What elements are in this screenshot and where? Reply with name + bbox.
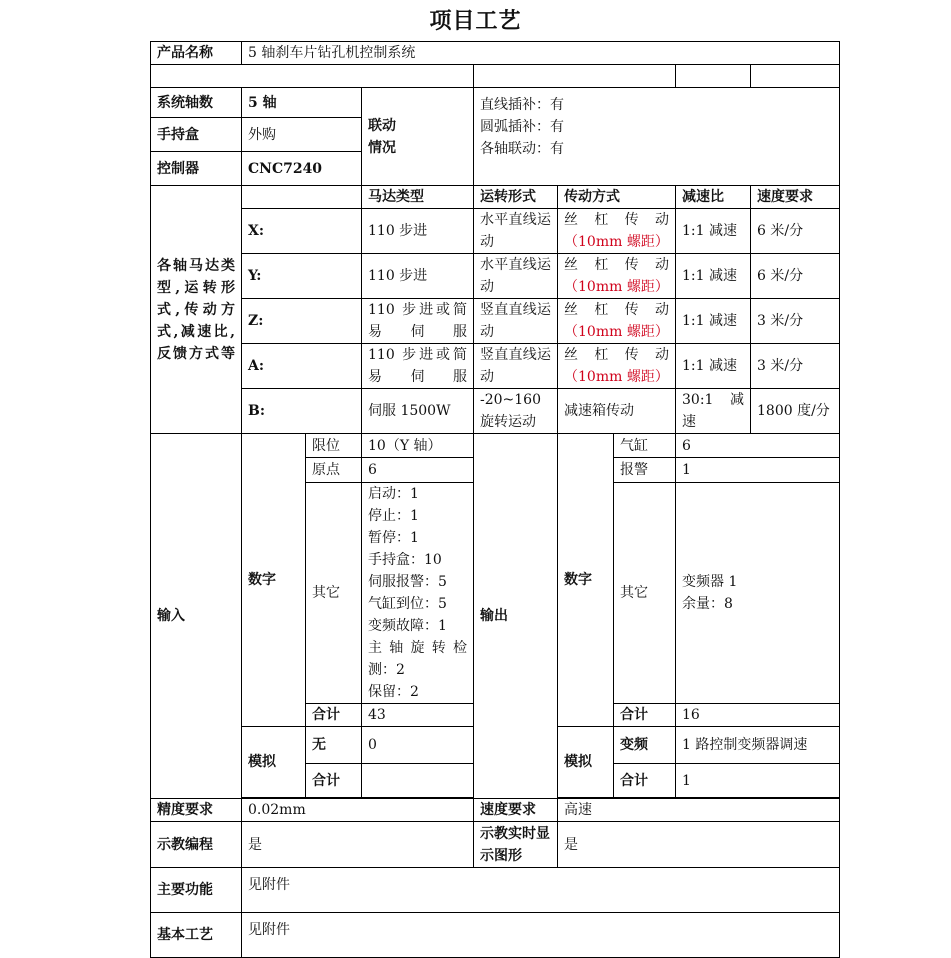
linkage-line: 圆弧插补：有 bbox=[480, 119, 564, 135]
linkage-label: 联动 情况 bbox=[362, 88, 474, 186]
linkage-line: 各轴联动：有 bbox=[480, 141, 564, 157]
drive-type bbox=[558, 254, 676, 299]
precision-label: 精度要求 bbox=[151, 799, 242, 822]
axis-label: X: bbox=[242, 209, 362, 254]
in-other-line: 测：2 bbox=[368, 662, 405, 678]
drive-type bbox=[558, 209, 676, 254]
drive-type: 减速箱传动 bbox=[558, 389, 676, 434]
basic-proc-value: 见附件 bbox=[242, 913, 840, 958]
teach-rt-label: 示教实时显示图形 bbox=[474, 822, 558, 868]
speed: 1800 度/分 bbox=[751, 389, 840, 434]
motor-type: 110 步进或简易伺服 bbox=[362, 299, 474, 344]
input-digital-label: 数字 bbox=[242, 434, 306, 727]
in-other-line: 伺服报警：5 bbox=[368, 574, 447, 590]
input-label: 输入 bbox=[151, 434, 242, 799]
motor-header-blank bbox=[242, 186, 362, 209]
output-analog-label: 模拟 bbox=[558, 727, 614, 798]
blank-cell bbox=[151, 65, 474, 88]
speed-req-label: 速度要求 bbox=[474, 799, 558, 822]
motor-type: 110 步进 bbox=[362, 254, 474, 299]
speed: 3 米/分 bbox=[751, 344, 840, 389]
input-analog-label: 模拟 bbox=[242, 727, 306, 798]
motor-section-label: 各轴马达类型,运转形式,传动方式,减速比,反馈方式等 bbox=[151, 186, 242, 434]
in-other-line: 暂停：1 bbox=[368, 530, 419, 546]
motor-type: 伺服 1500W bbox=[362, 389, 474, 434]
out-cyl-label: 气缸 bbox=[614, 434, 676, 458]
pendant-label: 手持盒 bbox=[151, 118, 242, 152]
motor-header: 传动方式 bbox=[558, 186, 676, 209]
product-value: 5 轴刹车片钻孔机控制系统 bbox=[242, 42, 840, 65]
out-cyl-value: 6 bbox=[676, 434, 840, 458]
motion-type: 水平直线运动 bbox=[474, 254, 558, 299]
in-other-line: 变频故障：1 bbox=[368, 618, 447, 634]
page-title: 项目工艺 bbox=[429, 8, 522, 34]
in-other-line: 主 轴 旋 转 检 bbox=[368, 640, 467, 656]
in-limit-label: 限位 bbox=[306, 434, 362, 458]
output-digital-label: 数字 bbox=[558, 434, 614, 727]
drive-type bbox=[558, 299, 676, 344]
in-other-line: 启动：1 bbox=[368, 486, 419, 502]
motion-type: -20~160 旋转运动 bbox=[474, 389, 558, 434]
drive-type bbox=[558, 344, 676, 389]
pitch-text: （10mm 螺距） bbox=[564, 234, 669, 250]
out-other-line: 变频器 1 bbox=[682, 574, 738, 590]
in-other-label: 其它 bbox=[306, 483, 362, 704]
speed-req-value: 高速 bbox=[558, 799, 840, 822]
axis-label: A: bbox=[242, 344, 362, 389]
out-vfd-label: 变频 bbox=[614, 727, 676, 764]
ratio: 1:1 减速 bbox=[676, 209, 751, 254]
speed: 3 米/分 bbox=[751, 299, 840, 344]
linkage-values bbox=[474, 88, 840, 186]
pitch-text: （10mm 螺距） bbox=[564, 279, 669, 295]
in-analog-none-value: 0 bbox=[362, 727, 474, 764]
blank-cell bbox=[751, 65, 840, 88]
pitch-text: （10mm 螺距） bbox=[564, 369, 669, 385]
axis-label: Z: bbox=[242, 299, 362, 344]
in-analog-none-label: 无 bbox=[306, 727, 362, 764]
out-total-value: 16 bbox=[676, 704, 840, 727]
motor-header: 减速比 bbox=[676, 186, 751, 209]
motion-type: 竖直直线运动 bbox=[474, 344, 558, 389]
motion-type: 竖直直线运动 bbox=[474, 299, 558, 344]
motor-type: 110 步进或简易伺服 bbox=[362, 344, 474, 389]
in-analog-total-value bbox=[362, 764, 474, 798]
ratio: 30:1 减速 bbox=[676, 389, 751, 434]
in-analog-total-label: 合计 bbox=[306, 764, 362, 798]
axis-label: Y: bbox=[242, 254, 362, 299]
in-total-value: 43 bbox=[362, 704, 474, 727]
axis-label: B: bbox=[242, 389, 362, 434]
blank-cell bbox=[474, 65, 676, 88]
in-other-line: 手持盒：10 bbox=[368, 552, 442, 568]
precision-value: 0.02mm bbox=[242, 799, 474, 822]
in-origin-value: 6 bbox=[362, 458, 474, 483]
process-form-table bbox=[150, 41, 840, 958]
linkage-line: 直线插补：有 bbox=[480, 97, 564, 113]
main-func-value: 见附件 bbox=[242, 868, 840, 913]
basic-proc-label: 基本工艺 bbox=[151, 913, 242, 958]
blank-cell bbox=[676, 65, 751, 88]
teach-label: 示教编程 bbox=[151, 822, 242, 868]
motion-type: 水平直线运动 bbox=[474, 209, 558, 254]
pitch-text: （10mm 螺距） bbox=[564, 324, 669, 340]
teach-value: 是 bbox=[242, 822, 474, 868]
in-other-line: 气缸到位：5 bbox=[368, 596, 447, 612]
out-total-label: 合计 bbox=[614, 704, 676, 727]
controller-value: CNC7240 bbox=[242, 152, 362, 186]
teach-rt-value: 是 bbox=[558, 822, 840, 868]
drive-text: 丝 杠 传 动 bbox=[564, 212, 669, 228]
out-other-values bbox=[676, 483, 840, 704]
ratio: 1:1 减速 bbox=[676, 344, 751, 389]
axes-label: 系统轴数 bbox=[151, 88, 242, 118]
out-other-label: 其它 bbox=[614, 483, 676, 704]
in-other-line: 停止：1 bbox=[368, 508, 419, 524]
output-label: 输出 bbox=[474, 434, 558, 799]
out-analog-total-label: 合计 bbox=[614, 764, 676, 798]
speed: 6 米/分 bbox=[751, 254, 840, 299]
ratio: 1:1 减速 bbox=[676, 299, 751, 344]
controller-label: 控制器 bbox=[151, 152, 242, 186]
in-total-label: 合计 bbox=[306, 704, 362, 727]
motor-header: 运转形式 bbox=[474, 186, 558, 209]
axes-value: 5 轴 bbox=[242, 88, 362, 118]
out-other-line: 余量：8 bbox=[682, 596, 733, 612]
in-origin-label: 原点 bbox=[306, 458, 362, 483]
in-limit-value: 10（Y 轴） bbox=[362, 434, 474, 458]
product-label: 产品名称 bbox=[151, 42, 242, 65]
in-other-values bbox=[362, 483, 474, 704]
motor-header: 马达类型 bbox=[362, 186, 474, 209]
drive-text: 丝 杠 传 动 bbox=[564, 347, 669, 363]
motor-header: 速度要求 bbox=[751, 186, 840, 209]
out-vfd-value: 1 路控制变频器调速 bbox=[676, 727, 840, 764]
out-analog-total-value: 1 bbox=[676, 764, 840, 798]
out-alarm-label: 报警 bbox=[614, 458, 676, 483]
speed: 6 米/分 bbox=[751, 209, 840, 254]
drive-text: 丝 杠 传 动 bbox=[564, 257, 669, 273]
out-alarm-value: 1 bbox=[676, 458, 840, 483]
ratio: 1:1 减速 bbox=[676, 254, 751, 299]
in-other-line: 保留：2 bbox=[368, 684, 419, 700]
main-func-label: 主要功能 bbox=[151, 868, 242, 913]
motor-type: 110 步进 bbox=[362, 209, 474, 254]
pendant-value: 外购 bbox=[242, 118, 362, 152]
drive-text: 丝 杠 传 动 bbox=[564, 302, 669, 318]
